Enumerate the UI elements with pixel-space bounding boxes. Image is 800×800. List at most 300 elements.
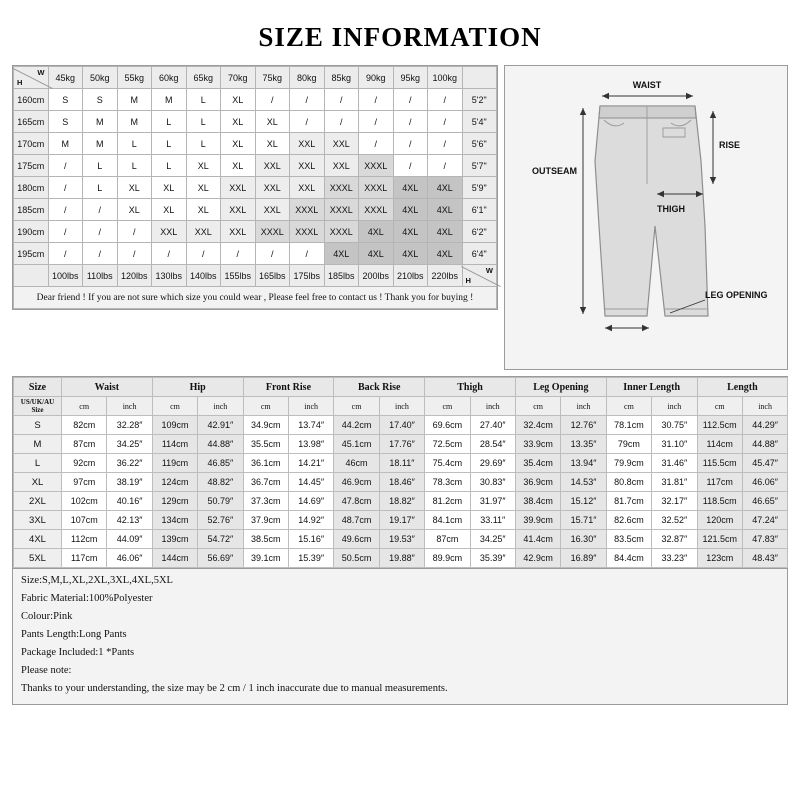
meas-value-cm: 36.7cm	[243, 473, 288, 492]
grid-size-cell: /	[359, 133, 394, 155]
meas-value-inch: 14.92″	[288, 511, 333, 530]
meas-value-cm: 114cm	[152, 435, 197, 454]
meas-value-cm: 120cm	[697, 511, 742, 530]
meas-value-inch: 35.39″	[470, 549, 515, 568]
grid-size-cell: /	[324, 111, 359, 133]
grid-size-cell: 4XL	[393, 177, 428, 199]
grid-size-cell: M	[48, 133, 83, 155]
meas-value-inch: 33.11″	[470, 511, 515, 530]
meas-value-inch: 15.39″	[288, 549, 333, 568]
grid-size-cell: /	[48, 199, 83, 221]
grid-row	[14, 177, 497, 199]
meas-value-inch: 12.76″	[561, 416, 606, 435]
grid-size-cell: /	[290, 111, 325, 133]
meas-value-inch: 13.35″	[561, 435, 606, 454]
meas-value-cm: 115.5cm	[697, 454, 742, 473]
meas-value-inch: 14.53″	[561, 473, 606, 492]
grid-weight-lbs: 140lbs	[186, 265, 221, 287]
grid-size-cell: /	[48, 243, 83, 265]
grid-size-cell: XXL	[152, 221, 187, 243]
meas-value-inch: 48.43″	[742, 549, 787, 568]
grid-size-cell: XXL	[255, 199, 290, 221]
grid-size-cell: 4XL	[393, 199, 428, 221]
grid-size-cell: XXL	[221, 177, 256, 199]
meas-value-inch: 32.28″	[107, 416, 152, 435]
meas-value-cm: 38.5cm	[243, 530, 288, 549]
product-details-footer	[12, 569, 788, 705]
meas-value-cm: 82.6cm	[606, 511, 651, 530]
meas-value-inch: 18.11″	[379, 454, 424, 473]
meas-value-inch: 52.76″	[198, 511, 243, 530]
meas-value-inch: 18.46″	[379, 473, 424, 492]
grid-size-cell: /	[48, 221, 83, 243]
meas-value-cm: 89.9cm	[425, 549, 470, 568]
grid-size-cell: S	[83, 89, 118, 111]
grid-size-cell: /	[117, 243, 152, 265]
meas-size-cell: 4XL	[14, 530, 62, 549]
meas-value-inch: 19.17″	[379, 511, 424, 530]
grid-weight-lbs: 200lbs	[359, 265, 394, 287]
meas-unit-header: cm	[515, 397, 560, 416]
grid-size-cell: 4XL	[393, 243, 428, 265]
grid-weight-header: 75kg	[255, 67, 290, 89]
meas-value-cm: 144cm	[152, 549, 197, 568]
grid-size-cell: XL	[221, 155, 256, 177]
grid-size-cell: XL	[255, 133, 290, 155]
size-grid-table	[13, 66, 497, 309]
meas-value-cm: 87cm	[62, 435, 107, 454]
meas-value-inch: 54.72″	[198, 530, 243, 549]
grid-size-cell: XL	[221, 133, 256, 155]
grid-size-cell: /	[186, 243, 221, 265]
grid-size-cell: XL	[117, 199, 152, 221]
footer-line: Colour:Pink	[21, 611, 73, 622]
meas-value-cm: 79.9cm	[606, 454, 651, 473]
grid-size-cell: M	[152, 89, 187, 111]
meas-value-cm: 84.4cm	[606, 549, 651, 568]
footer-line: Pants Length:Long Pants	[21, 629, 127, 640]
meas-value-cm: 50.5cm	[334, 549, 379, 568]
meas-value-cm: 72.5cm	[425, 435, 470, 454]
meas-value-cm: 42.9cm	[515, 549, 560, 568]
meas-group-header: Length	[697, 378, 788, 397]
meas-value-inch: 46.65″	[742, 492, 787, 511]
grid-size-cell: L	[83, 155, 118, 177]
meas-value-inch: 18.82″	[379, 492, 424, 511]
meas-unit-header: inch	[198, 397, 243, 416]
grid-size-cell: /	[393, 155, 428, 177]
grid-size-cell: /	[221, 243, 256, 265]
meas-value-inch: 40.16″	[107, 492, 152, 511]
grid-height-inch: 5'7"	[462, 155, 497, 177]
meas-unit-header: inch	[288, 397, 333, 416]
grid-size-cell: 4XL	[393, 221, 428, 243]
meas-value-cm: 119cm	[152, 454, 197, 473]
grid-weight-header: 70kg	[221, 67, 256, 89]
grid-size-cell: M	[83, 133, 118, 155]
grid-weight-header: 65kg	[186, 67, 221, 89]
meas-value-cm: 46cm	[334, 454, 379, 473]
meas-row	[14, 435, 788, 454]
grid-row	[14, 89, 497, 111]
meas-value-cm: 117cm	[697, 473, 742, 492]
grid-size-cell: XXL	[324, 133, 359, 155]
meas-size-cell: XL	[14, 473, 62, 492]
meas-value-cm: 39.9cm	[515, 511, 560, 530]
meas-value-cm: 37.3cm	[243, 492, 288, 511]
grid-size-cell: XXL	[290, 155, 325, 177]
measurement-table	[13, 377, 788, 568]
grid-height-label: 190cm	[14, 221, 49, 243]
footer-line: Please note:	[21, 665, 72, 676]
pants-measurement-diagram	[504, 65, 788, 370]
grid-height-label: 170cm	[14, 133, 49, 155]
grid-row	[14, 243, 497, 265]
meas-value-inch: 47.83″	[742, 530, 787, 549]
label-outseam: OUTSEAM	[532, 166, 577, 176]
meas-value-inch: 48.82″	[198, 473, 243, 492]
meas-unit-header: cm	[697, 397, 742, 416]
grid-weight-lbs: 210lbs	[393, 265, 428, 287]
grid-height-label: 160cm	[14, 89, 49, 111]
grid-size-cell: /	[255, 89, 290, 111]
grid-size-cell: XL	[186, 177, 221, 199]
meas-value-inch: 17.40″	[379, 416, 424, 435]
meas-value-cm: 123cm	[697, 549, 742, 568]
meas-value-cm: 33.9cm	[515, 435, 560, 454]
grid-height-inch: 6'2"	[462, 221, 497, 243]
meas-value-cm: 109cm	[152, 416, 197, 435]
meas-value-inch: 16.89″	[561, 549, 606, 568]
height-weight-size-grid	[12, 65, 498, 310]
meas-group-header: Inner Length	[606, 378, 697, 397]
meas-unit-header: cm	[334, 397, 379, 416]
meas-value-cm: 139cm	[152, 530, 197, 549]
grid-weight-lbs: 175lbs	[290, 265, 325, 287]
meas-value-inch: 14.45″	[288, 473, 333, 492]
meas-value-cm: 75.4cm	[425, 454, 470, 473]
meas-value-cm: 45.1cm	[334, 435, 379, 454]
meas-value-cm: 48.7cm	[334, 511, 379, 530]
grid-weight-header: 60kg	[152, 67, 187, 89]
grid-size-cell: /	[83, 199, 118, 221]
meas-value-inch: 31.46″	[652, 454, 697, 473]
grid-size-cell: /	[393, 111, 428, 133]
meas-value-inch: 32.17″	[652, 492, 697, 511]
grid-size-cell: XXXL	[324, 199, 359, 221]
grid-size-cell: XXXL	[324, 221, 359, 243]
grid-size-cell: XL	[152, 199, 187, 221]
grid-size-cell: XL	[221, 111, 256, 133]
meas-size-cell: 3XL	[14, 511, 62, 530]
grid-weight-lbs: 220lbs	[428, 265, 463, 287]
meas-value-cm: 34.9cm	[243, 416, 288, 435]
meas-value-cm: 78.1cm	[606, 416, 651, 435]
grid-size-cell: /	[48, 155, 83, 177]
grid-size-cell: XXXL	[324, 177, 359, 199]
grid-size-cell: XXL	[221, 199, 256, 221]
meas-value-cm: 112cm	[62, 530, 107, 549]
measurement-table-wrap	[12, 376, 788, 569]
meas-unit-header: inch	[379, 397, 424, 416]
meas-value-inch: 32.52″	[652, 511, 697, 530]
meas-value-inch: 46.85″	[198, 454, 243, 473]
grid-size-cell: S	[48, 89, 83, 111]
meas-size-cell: M	[14, 435, 62, 454]
meas-unit-header: inch	[652, 397, 697, 416]
meas-value-cm: 69.6cm	[425, 416, 470, 435]
grid-size-cell: L	[117, 155, 152, 177]
meas-value-inch: 50.79″	[198, 492, 243, 511]
label-thigh: THIGH	[657, 204, 685, 214]
grid-weight-lbs: 165lbs	[255, 265, 290, 287]
grid-row	[14, 133, 497, 155]
grid-size-cell: /	[48, 177, 83, 199]
meas-value-inch: 13.74″	[288, 416, 333, 435]
meas-row	[14, 511, 788, 530]
grid-weight-header: 95kg	[393, 67, 428, 89]
grid-size-cell: XXXL	[359, 199, 394, 221]
grid-size-cell: L	[186, 89, 221, 111]
meas-value-inch: 44.09″	[107, 530, 152, 549]
meas-value-cm: 78.3cm	[425, 473, 470, 492]
meas-size-cell: 5XL	[14, 549, 62, 568]
meas-value-cm: 112.5cm	[697, 416, 742, 435]
grid-size-cell: XXL	[324, 155, 359, 177]
grid-size-cell: /	[393, 133, 428, 155]
grid-size-cell: XL	[152, 177, 187, 199]
grid-size-cell: L	[186, 111, 221, 133]
meas-group-header: Hip	[152, 378, 243, 397]
grid-size-cell: L	[152, 155, 187, 177]
meas-unit-header: cm	[425, 397, 470, 416]
meas-value-inch: 13.94″	[561, 454, 606, 473]
grid-size-cell: XXL	[186, 221, 221, 243]
grid-height-inch: 5'2"	[462, 89, 497, 111]
pants-diagram-svg	[505, 66, 787, 369]
meas-value-cm: 134cm	[152, 511, 197, 530]
meas-value-inch: 34.25″	[470, 530, 515, 549]
meas-row	[14, 473, 788, 492]
meas-value-cm: 81.2cm	[425, 492, 470, 511]
label-leg-opening: LEG OPENING	[705, 290, 768, 300]
grid-weight-header: 90kg	[359, 67, 394, 89]
grid-size-cell: 4XL	[359, 243, 394, 265]
meas-size-cell: L	[14, 454, 62, 473]
grid-size-cell: /	[152, 243, 187, 265]
grid-size-cell: 4XL	[428, 243, 463, 265]
grid-size-cell: L	[117, 133, 152, 155]
grid-size-cell: /	[428, 111, 463, 133]
meas-value-inch: 19.53″	[379, 530, 424, 549]
grid-size-cell: /	[324, 89, 359, 111]
meas-value-cm: 39.1cm	[243, 549, 288, 568]
grid-size-cell: /	[290, 89, 325, 111]
grid-size-cell: /	[393, 89, 428, 111]
meas-value-inch: 31.10″	[652, 435, 697, 454]
meas-row	[14, 530, 788, 549]
meas-value-cm: 35.5cm	[243, 435, 288, 454]
grid-size-cell: L	[152, 133, 187, 155]
grid-size-cell: XXXL	[290, 199, 325, 221]
grid-size-cell: M	[117, 89, 152, 111]
grid-size-cell: XXXL	[359, 177, 394, 199]
meas-value-cm: 80.8cm	[606, 473, 651, 492]
meas-unit-header: inch	[742, 397, 787, 416]
meas-value-cm: 82cm	[62, 416, 107, 435]
meas-value-inch: 15.71″	[561, 511, 606, 530]
meas-value-inch: 28.54″	[470, 435, 515, 454]
label-waist: WAIST	[632, 80, 662, 90]
grid-size-cell: XXXL	[359, 155, 394, 177]
meas-value-inch: 56.69″	[198, 549, 243, 568]
meas-value-inch: 36.22″	[107, 454, 152, 473]
grid-lbs-corner	[14, 265, 49, 287]
meas-unit-header: inch	[561, 397, 606, 416]
grid-size-cell: XXXL	[290, 221, 325, 243]
meas-value-inch: 30.75″	[652, 416, 697, 435]
meas-value-inch: 14.69″	[288, 492, 333, 511]
meas-value-inch: 44.29″	[742, 416, 787, 435]
meas-row	[14, 454, 788, 473]
meas-value-inch: 44.88″	[198, 435, 243, 454]
grid-size-cell: XXXL	[255, 221, 290, 243]
meas-value-cm: 79cm	[606, 435, 651, 454]
meas-group-header: Size	[14, 378, 62, 397]
meas-value-inch: 30.83″	[470, 473, 515, 492]
grid-size-cell: XXL	[290, 177, 325, 199]
grid-height-label: 175cm	[14, 155, 49, 177]
meas-unit-header: cm	[243, 397, 288, 416]
grid-size-cell: XL	[255, 111, 290, 133]
meas-value-cm: 107cm	[62, 511, 107, 530]
meas-unit-header: cm	[62, 397, 107, 416]
meas-value-inch: 38.19″	[107, 473, 152, 492]
grid-weight-header: 100kg	[428, 67, 463, 89]
grid-size-cell: L	[83, 177, 118, 199]
grid-corner-bottom: W H	[462, 265, 497, 287]
grid-size-cell: /	[83, 243, 118, 265]
meas-size-cell: S	[14, 416, 62, 435]
grid-size-cell: /	[83, 221, 118, 243]
meas-value-inch: 32.87″	[652, 530, 697, 549]
meas-value-cm: 49.6cm	[334, 530, 379, 549]
grid-weight-header: 55kg	[117, 67, 152, 89]
grid-size-cell: L	[152, 111, 187, 133]
grid-size-cell: /	[290, 243, 325, 265]
meas-value-cm: 97cm	[62, 473, 107, 492]
grid-size-cell: 4XL	[428, 199, 463, 221]
grid-weight-lbs: 155lbs	[221, 265, 256, 287]
meas-value-inch: 42.13″	[107, 511, 152, 530]
meas-value-cm: 36.9cm	[515, 473, 560, 492]
meas-value-cm: 124cm	[152, 473, 197, 492]
grid-height-inch: 6'1"	[462, 199, 497, 221]
grid-height-label: 195cm	[14, 243, 49, 265]
grid-size-cell: XXL	[290, 133, 325, 155]
grid-size-cell: 4XL	[428, 221, 463, 243]
meas-row	[14, 549, 788, 568]
grid-size-cell: M	[83, 111, 118, 133]
meas-value-cm: 129cm	[152, 492, 197, 511]
meas-row	[14, 416, 788, 435]
meas-group-header: Front Rise	[243, 378, 334, 397]
meas-value-cm: 121.5cm	[697, 530, 742, 549]
meas-value-inch: 15.16″	[288, 530, 333, 549]
meas-value-cm: 47.8cm	[334, 492, 379, 511]
meas-value-inch: 27.40″	[470, 416, 515, 435]
footer-line: Package Included:1 *Pants	[21, 647, 135, 658]
meas-value-cm: 92cm	[62, 454, 107, 473]
meas-value-cm: 83.5cm	[606, 530, 651, 549]
grid-weight-header: 45kg	[48, 67, 83, 89]
meas-value-inch: 31.81″	[652, 473, 697, 492]
meas-group-header: Waist	[62, 378, 153, 397]
meas-value-inch: 44.88″	[742, 435, 787, 454]
meas-value-inch: 17.76″	[379, 435, 424, 454]
grid-size-cell: XXL	[255, 155, 290, 177]
meas-value-inch: 47.24″	[742, 511, 787, 530]
meas-unit-header: inch	[107, 397, 152, 416]
meas-value-inch: 13.98″	[288, 435, 333, 454]
page-title: SIZE INFORMATION	[258, 22, 542, 52]
grid-height-inch: 5'6"	[462, 133, 497, 155]
meas-unit-header: cm	[152, 397, 197, 416]
meas-value-cm: 36.1cm	[243, 454, 288, 473]
grid-row	[14, 155, 497, 177]
meas-value-inch: 34.25″	[107, 435, 152, 454]
meas-value-cm: 81.7cm	[606, 492, 651, 511]
grid-weight-header: 85kg	[324, 67, 359, 89]
grid-height-inch: 5'9"	[462, 177, 497, 199]
grid-size-cell: L	[186, 133, 221, 155]
meas-size-subheader: US/UK/AU Size	[14, 397, 62, 416]
grid-size-cell: M	[117, 111, 152, 133]
grid-corner-top: W H	[14, 67, 49, 89]
meas-value-cm: 38.4cm	[515, 492, 560, 511]
grid-size-cell: 4XL	[428, 177, 463, 199]
meas-value-cm: 114cm	[697, 435, 742, 454]
grid-weight-header: 80kg	[290, 67, 325, 89]
meas-value-inch: 42.91″	[198, 416, 243, 435]
meas-value-inch: 33.23″	[652, 549, 697, 568]
meas-value-inch: 31.97″	[470, 492, 515, 511]
meas-value-inch: 46.06″	[742, 473, 787, 492]
meas-value-inch: 46.06″	[107, 549, 152, 568]
footer-line: Thanks to your understanding, the size may be 2 cm / 1 inch inaccurate due to manual measurements.	[21, 683, 448, 694]
meas-value-cm: 46.9cm	[334, 473, 379, 492]
meas-value-cm: 102cm	[62, 492, 107, 511]
meas-group-header: Back Rise	[334, 378, 425, 397]
grid-size-cell: /	[117, 221, 152, 243]
meas-size-cell: 2XL	[14, 492, 62, 511]
meas-group-header: Leg Opening	[515, 378, 606, 397]
grid-size-cell: /	[359, 89, 394, 111]
grid-size-cell: 4XL	[324, 243, 359, 265]
grid-size-cell: /	[359, 111, 394, 133]
grid-weight-lbs: 100lbs	[48, 265, 83, 287]
meas-value-cm: 37.9cm	[243, 511, 288, 530]
top-section	[0, 65, 800, 370]
meas-value-inch: 29.69″	[470, 454, 515, 473]
grid-size-cell: XXL	[221, 221, 256, 243]
grid-size-cell: S	[48, 111, 83, 133]
meas-value-cm: 118.5cm	[697, 492, 742, 511]
grid-size-cell: 4XL	[359, 221, 394, 243]
meas-value-inch: 16.30″	[561, 530, 606, 549]
grid-size-cell: /	[428, 155, 463, 177]
grid-row	[14, 111, 497, 133]
